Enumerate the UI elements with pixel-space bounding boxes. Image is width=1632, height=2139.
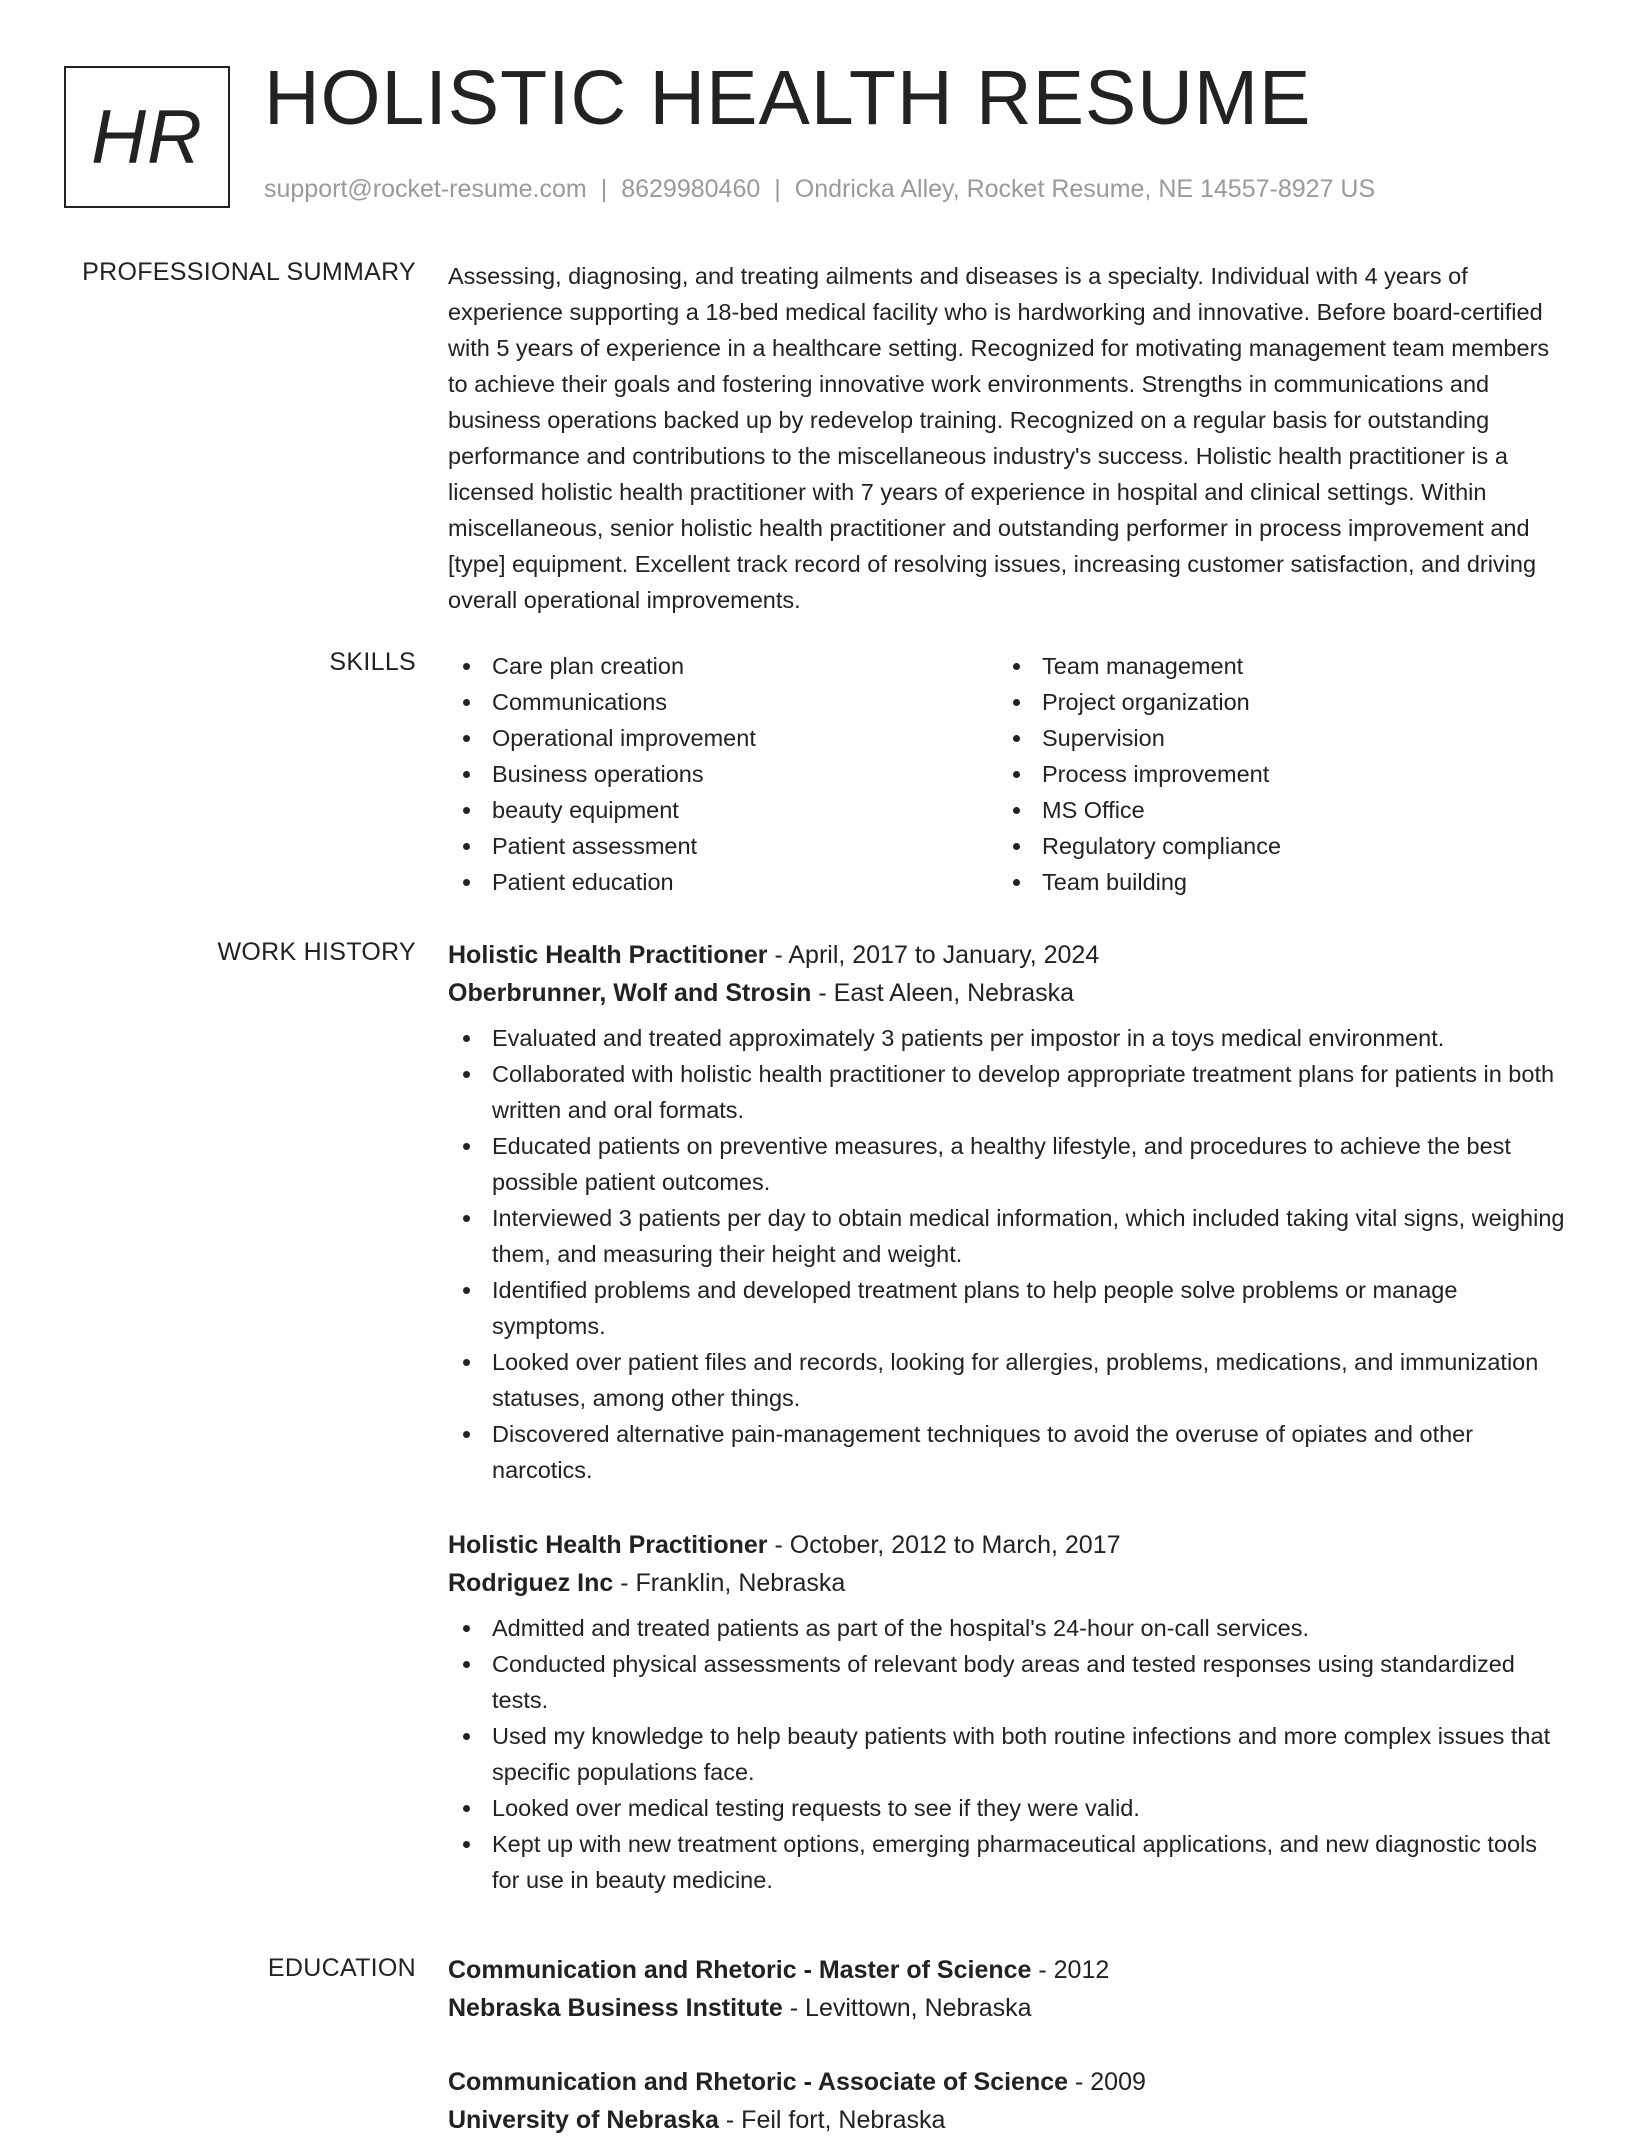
school-line [448,2101,1568,2139]
job-bullet: Evaluated and treated approximately 3 patients per impostor in a toys medical environment. [448,1020,1568,1056]
school-name: University of Nebraska [448,2106,719,2134]
skill-item: Project organization [998,684,1548,720]
skill-item: beauty equipment [448,792,998,828]
job-title-line [448,936,1568,974]
degree-name: Communication and Rhetoric - Associate of Science [448,2068,1069,2096]
job-bullet: Interviewed 3 patients per day to obtain medical information, which included taking vital signs, weighing them, and measuring their height and weight. [448,1200,1568,1272]
skill-item: MS Office [998,792,1548,828]
separator: | [600,175,608,203]
degree-line [448,1951,1568,1989]
job-title: Holistic Health Practitioner [448,941,768,969]
email-text: support@rocket-resume.com [264,175,587,203]
job-title-line [448,1526,1568,1564]
school-name: Nebraska Business Institute [448,1994,783,2022]
education-entry [448,2063,1568,2139]
job-bullet: Used my knowledge to help beauty patients with both routine infections and more complex issues that specific populations face. [448,1718,1568,1790]
job-entry [448,936,1568,1488]
job-bullets [448,1020,1568,1488]
company-name: Oberbrunner, Wolf and Strosin [448,979,812,1007]
work-history-heading: WORK HISTORY [217,938,416,966]
job-location: - East Aleen, Nebraska [811,979,1075,1007]
job-company-line [448,974,1568,1012]
job-title: Holistic Health Practitioner [448,1531,768,1559]
skill-item: Team building [998,864,1548,900]
skills-heading: SKILLS [329,648,416,676]
skill-item: Regulatory compliance [998,828,1548,864]
skill-item: Team management [998,648,1548,684]
skill-item: Process improvement [998,756,1548,792]
job-bullet: Identified problems and developed treatment plans to help people solve problems or manage symptoms. [448,1272,1568,1344]
degree-line [448,2063,1568,2101]
job-bullet: Conducted physical assessments of relevant body areas and tested responses using standardized tests. [448,1646,1568,1718]
school-line [448,1989,1568,2027]
separator: | [774,175,781,203]
skill-item: Operational improvement [448,720,998,756]
education-section [448,1951,1568,2139]
skills-list-right [998,648,1548,900]
education-heading: EDUCATION [267,1954,416,1982]
job-dates: - April, 2017 to January, 2024 [767,941,1100,969]
work-history-section [448,936,1568,1898]
graduation-year: - 2009 [1068,2068,1146,2096]
job-bullets [448,1610,1568,1898]
job-bullet: Educated patients on preventive measures, a healthy lifestyle, and procedures to achieve the best possible patient outcomes. [448,1128,1568,1200]
skill-item: Business operations [448,756,998,792]
graduation-year: - 2012 [1031,1956,1110,1984]
school-location: - Levittown, Nebraska [782,1994,1032,2022]
job-bullet: Admitted and treated patients as part of the hospital's 24-hour on-call services. [448,1610,1568,1646]
contact-line [264,175,1375,204]
phone-text: 8629980460 [621,175,761,203]
job-bullet: Collaborated with holistic health practitioner to develop appropriate treatment plans for patients in both written and oral formats. [448,1056,1568,1128]
summary-section [448,258,1568,618]
job-bullet: Kept up with new treatment options, emerging pharmaceutical applications, and new diagnostic tools for use in beauty medicine. [448,1826,1568,1898]
skills-list-left [448,648,998,900]
skill-item: Patient assessment [448,828,998,864]
address-text: Ondricka Alley, Rocket Resume, NE 14557-8927 US [794,175,1376,203]
school-location: - Feil fort, Nebraska [718,2106,946,2134]
company-name: Rodriguez Inc [448,1569,614,1597]
job-location: - Franklin, Nebraska [613,1569,846,1597]
summary-text: Assessing, diagnosing, and treating ailments and diseases is a specialty. Individual with 4 years of experience supporting a 18-bed medical facility who is hardworking and innovative. Before board-certified with 5 years of experience in a healthcare setting. Recognized for motivating management team members to achieve their goals and fostering innovative work environments. Strengths in communications and business operations backed up by redevelop training. Recognized on a regular basis for outstanding performance and contributions to the miscellaneous industry's success. Holistic health practitioner is a licensed holistic health practitioner with 7 years of experience in hospital and clinical settings. Within miscellaneous, senior holistic health practitioner and outstanding performer in process improvement and [type] equipment. Excellent track record of resolving issues, increasing customer satisfaction, and driving overall operational improvements. [448,263,1550,613]
skill-item: Patient education [448,864,998,900]
job-bullet: Looked over medical testing requests to see if they were valid. [448,1790,1568,1826]
skills-section [448,648,1568,900]
job-dates: - October, 2012 to March, 2017 [767,1531,1121,1559]
job-company-line [448,1564,1568,1602]
job-bullet: Discovered alternative pain-management techniques to avoid the overuse of opiates and other narcotics. [448,1416,1568,1488]
job-bullet: Looked over patient files and records, looking for allergies, problems, medications, and immunization statuses, among other things. [448,1344,1568,1416]
job-entry [448,1526,1568,1898]
monogram-logo: HR [64,66,230,208]
summary-heading: PROFESSIONAL SUMMARY [82,258,416,286]
resume-title: HOLISTIC HEALTH RESUME [264,55,1312,141]
skill-item: Care plan creation [448,648,998,684]
skill-item: Communications [448,684,998,720]
degree-name: Communication and Rhetoric - Master of Science [448,1956,1032,1984]
skill-item: Supervision [998,720,1548,756]
education-entry [448,1951,1568,2027]
